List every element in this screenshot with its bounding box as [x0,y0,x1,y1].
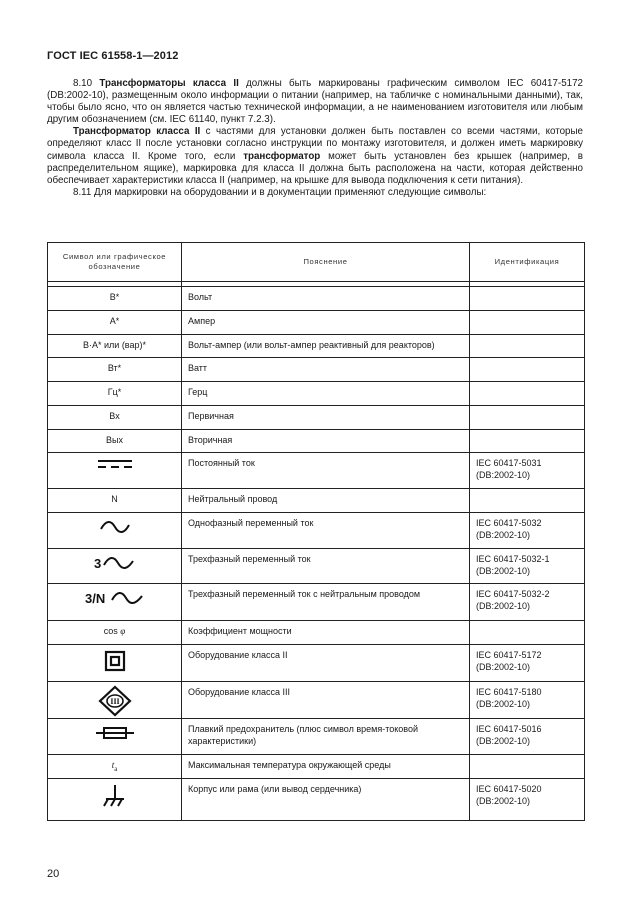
identification-date: (DB:2002-10) [476,565,531,576]
table-row [48,755,585,779]
class-iii-label: III [109,697,120,706]
paragraph-class-ii-installation: Трансформатор класса II с частями для установки должен быть поставлен со всеми частями, которые определяют класс II после установки согласно инструкции по монтажу изготовителя, и должен иметь маркировку символа класса II. Кроме того, если трансформатор может быть установлен без крышек (например, в распределительном ящике), маркировка для класса II должна быть расположена на части, которая действенно обеспечивает характеристики класса II (например, на крышке для вывода подключения к сети питания). [47,126,583,186]
identification-code: IEC 60417-5020 [476,784,542,794]
identification-code: IEC 60417-5032 [476,518,542,528]
paragraph-8-11: 8.11 Для маркировки на оборудовании и в документации применяют следующие символы: [73,186,487,198]
explanation: Однофазный переменный ток [182,513,470,549]
identification-date: (DB:2002-10) [476,600,531,611]
table-row [48,549,585,584]
explanation: Корпус или рама (или вывод сердечника) [182,779,470,821]
explanation: Постоянный ток [182,453,470,489]
identification-code: IEC 60417-5032-1 [476,554,550,564]
table-row [48,382,585,406]
explanation: Плавкий предохранитель (плюс символ время-токовой характеристики) [182,719,470,755]
explanation: Ампер [182,311,470,335]
identification-date: (DB:2002-10) [476,735,531,746]
header-symbol: Символ или графическое обозначение [48,243,182,282]
identification-code: IEC 60417-5172 [476,650,542,660]
explanation: Оборудование класса III [182,682,470,719]
symbol-volt-ampere: В·А* или (вар)* [83,340,146,350]
table-row [48,406,585,430]
three-phase-label: 3 [93,556,101,571]
explanation: Вольт [182,287,470,311]
class-ii-equipment-icon [104,650,126,672]
identification-date: (DB:2002-10) [476,698,531,709]
symbol-hertz: Гц* [107,387,122,397]
table-row [48,335,585,358]
explanation: Первичная [182,406,470,430]
explanation: Максимальная температура окружающей среды [182,755,470,779]
symbol-ambient-temperature: $t_a$ [111,760,118,773]
explanation: Вольт-ампер (или вольт-ампер реактивный для реакторов) [182,335,470,358]
direct-current-icon [95,458,135,472]
symbols-table [47,242,585,821]
identification-code: IEC 60417-5180 [476,687,542,697]
table-header-row [48,243,585,282]
three-phase-ac-icon [93,554,137,572]
identification-date: (DB:2002-10) [476,469,531,480]
table-row [48,719,585,755]
table-row [48,430,585,453]
symbol-primary: Вх [109,411,120,421]
identification-code: IEC 60417-5016 [476,724,542,734]
symbol-secondary: Вых [106,435,123,445]
table-row [48,682,585,719]
table-row [48,645,585,682]
body-text [47,78,583,199]
three-phase-neutral-ac-icon [84,589,146,607]
class-iii-equipment-icon [98,685,132,717]
symbol-volt: В* [109,292,120,302]
header-explanation: Пояснение [182,243,470,282]
identification-code: IEC 60417-5032-2 [476,589,550,599]
document-header: ГОСТ IEC 61558-1—2012 [47,50,179,62]
table-row [48,489,585,513]
explanation: Коэффициент мощности [182,621,470,645]
table-row [48,453,585,489]
page-number: 20 [47,868,60,880]
explanation: Герц [182,382,470,406]
explanation: Ватт [182,358,470,382]
explanation: Вторичная [182,430,470,453]
chassis-ground-icon [102,783,128,809]
explanation: Нейтральный провод [182,489,470,513]
explanation: Трехфазный переменный ток с нейтральным проводом [182,584,470,621]
three-phase-neutral-label: 3/N [84,591,105,606]
table-row [48,287,585,311]
explanation: Трехфазный переменный ток [182,549,470,584]
table-row [48,358,585,382]
symbol-power-factor: cos φ [103,626,126,636]
table-row [48,621,585,645]
alternating-current-icon [98,519,132,535]
table-row [48,584,585,621]
symbol-watt: Вт* [107,363,122,373]
table-row [48,311,585,335]
table-row [48,779,585,821]
header-identification: Идентификация [470,243,585,282]
symbol-ampere: А* [109,316,120,326]
identification-date: (DB:2002-10) [476,795,531,806]
identification-date: (DB:2002-10) [476,661,531,672]
fuse-icon [95,725,135,741]
table-row [48,513,585,549]
paragraph-8-10: 8.10 Трансформаторы класса II должны быть маркированы графическим символом IEC 60417-5172 (DB:2002-10), размещенным около информации о питании (например, на табличке с номинальными данными), так, чтобы было ясно, что он является частью технической информации, а не наименованием изготовителя или любым другим обозначением (см. IEC 61140, пункт 7.2.3). [47,78,583,126]
identification-date: (DB:2002-10) [476,529,531,540]
symbol-neutral: N [111,494,118,504]
identification-code: IEC 60417-5031 [476,458,542,468]
explanation: Оборудование класса II [182,645,470,682]
